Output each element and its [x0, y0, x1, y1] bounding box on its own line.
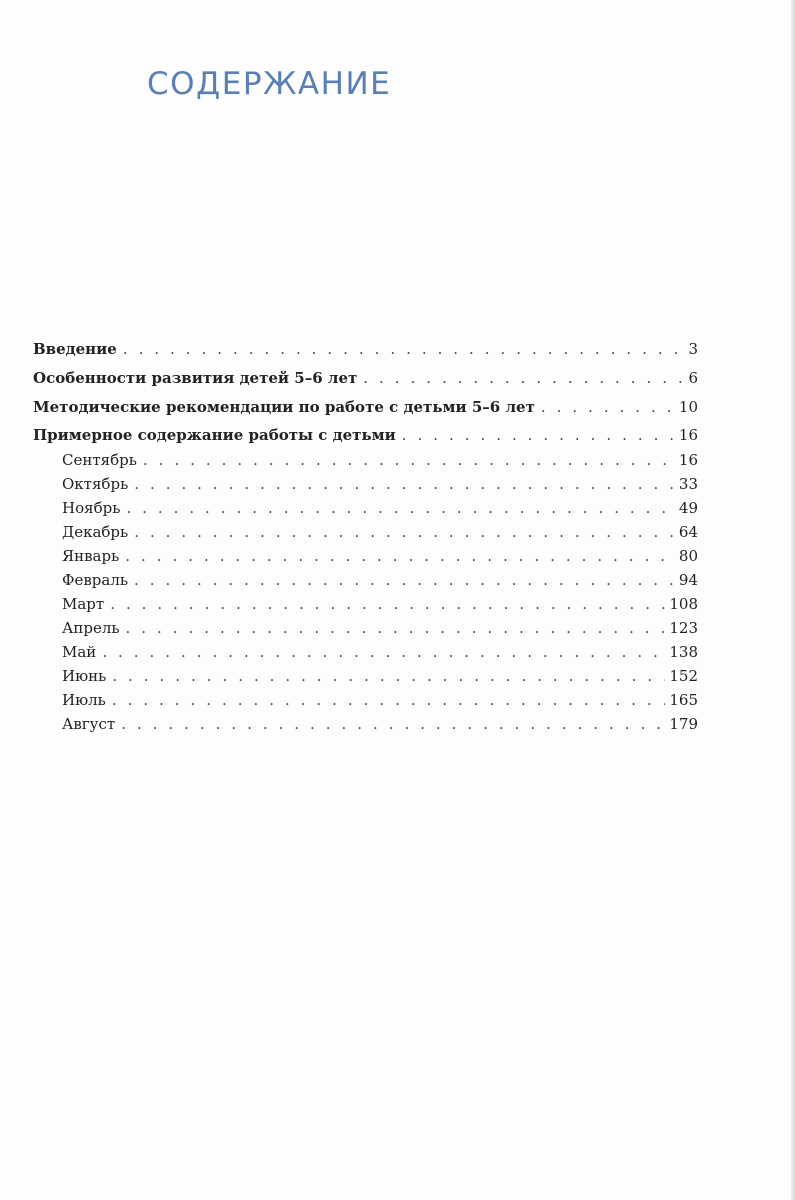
dot-leader	[110, 592, 665, 616]
toc-subentry-label: Январь	[62, 547, 120, 565]
dot-leader	[363, 364, 684, 393]
toc-subentry-month[interactable]	[33, 568, 698, 592]
toc-subentry-page: 49	[678, 499, 698, 517]
toc-subentry-label: Май	[62, 643, 97, 661]
toc-subentry-label: Август	[62, 715, 116, 733]
toc-subentry-page: 64	[678, 523, 698, 541]
table-of-contents	[33, 335, 698, 736]
toc-entry-development-features[interactable]	[33, 364, 698, 393]
toc-subentry-label: Сентябрь	[62, 451, 137, 469]
dot-leader	[134, 520, 675, 544]
toc-subentry-label: Март	[62, 595, 105, 613]
toc-subentry-month[interactable]	[33, 640, 698, 664]
toc-subentry-month[interactable]	[33, 664, 698, 688]
toc-subentry-month[interactable]	[33, 448, 698, 472]
toc-subentry-label: Ноябрь	[62, 499, 121, 517]
toc-entry-methodical-recommendations[interactable]	[33, 393, 698, 422]
toc-subentry-page: 16	[678, 451, 698, 469]
toc-subentry-month[interactable]	[33, 520, 698, 544]
toc-entry-introduction[interactable]	[33, 335, 698, 364]
dot-leader	[134, 568, 675, 592]
toc-entry-sample-content[interactable]	[33, 422, 698, 448]
toc-entry-label: Методические рекомендации по работе с детьми 5–6 лет	[33, 398, 535, 416]
toc-subentry-month[interactable]	[33, 616, 698, 640]
dot-leader	[125, 544, 675, 568]
dot-leader	[402, 422, 675, 448]
page-edge	[791, 0, 795, 1200]
toc-subentry-page: 80	[678, 547, 698, 565]
toc-subentry-label: Декабрь	[62, 523, 129, 541]
toc-subentry-month[interactable]	[33, 472, 698, 496]
toc-subentry-page: 33	[678, 475, 698, 493]
toc-subentry-month[interactable]	[33, 544, 698, 568]
toc-subentry-page: 179	[669, 715, 698, 733]
page-title: СОДЕРЖАНИЕ	[147, 66, 392, 102]
dot-leader	[541, 393, 675, 422]
toc-subentry-month[interactable]	[33, 592, 698, 616]
toc-entry-page: 10	[678, 398, 698, 416]
dot-leader	[112, 688, 666, 712]
toc-subentry-label: Февраль	[62, 571, 129, 589]
toc-subentry-page: 123	[669, 619, 698, 637]
toc-subentry-month[interactable]	[33, 688, 698, 712]
toc-subentry-label: Октябрь	[62, 475, 129, 493]
toc-entry-label: Введение	[33, 340, 117, 358]
toc-subentry-label: Апрель	[62, 619, 120, 637]
dot-leader	[126, 496, 675, 520]
toc-subentry-month[interactable]	[33, 712, 698, 736]
toc-subentry-page: 165	[669, 691, 698, 709]
toc-entry-page: 16	[678, 426, 698, 444]
toc-entry-label: Особенности развития детей 5–6 лет	[33, 369, 358, 387]
toc-subentry-month[interactable]	[33, 496, 698, 520]
dot-leader	[102, 640, 665, 664]
toc-subentry-page: 152	[669, 667, 698, 685]
dot-leader	[134, 472, 675, 496]
toc-entry-label: Примерное содержание работы с детьми	[33, 426, 396, 444]
toc-subentry-page: 108	[669, 595, 698, 613]
toc-subentry-page: 138	[669, 643, 698, 661]
toc-entry-page: 6	[688, 369, 698, 387]
dot-leader	[121, 712, 665, 736]
toc-subentry-label: Июль	[62, 691, 106, 709]
toc-subentry-label: Июнь	[62, 667, 107, 685]
toc-entry-page: 3	[688, 340, 698, 358]
dot-leader	[126, 616, 666, 640]
dot-leader	[112, 664, 665, 688]
dot-leader	[123, 335, 685, 364]
toc-subentry-page: 94	[678, 571, 698, 589]
dot-leader	[143, 448, 675, 472]
